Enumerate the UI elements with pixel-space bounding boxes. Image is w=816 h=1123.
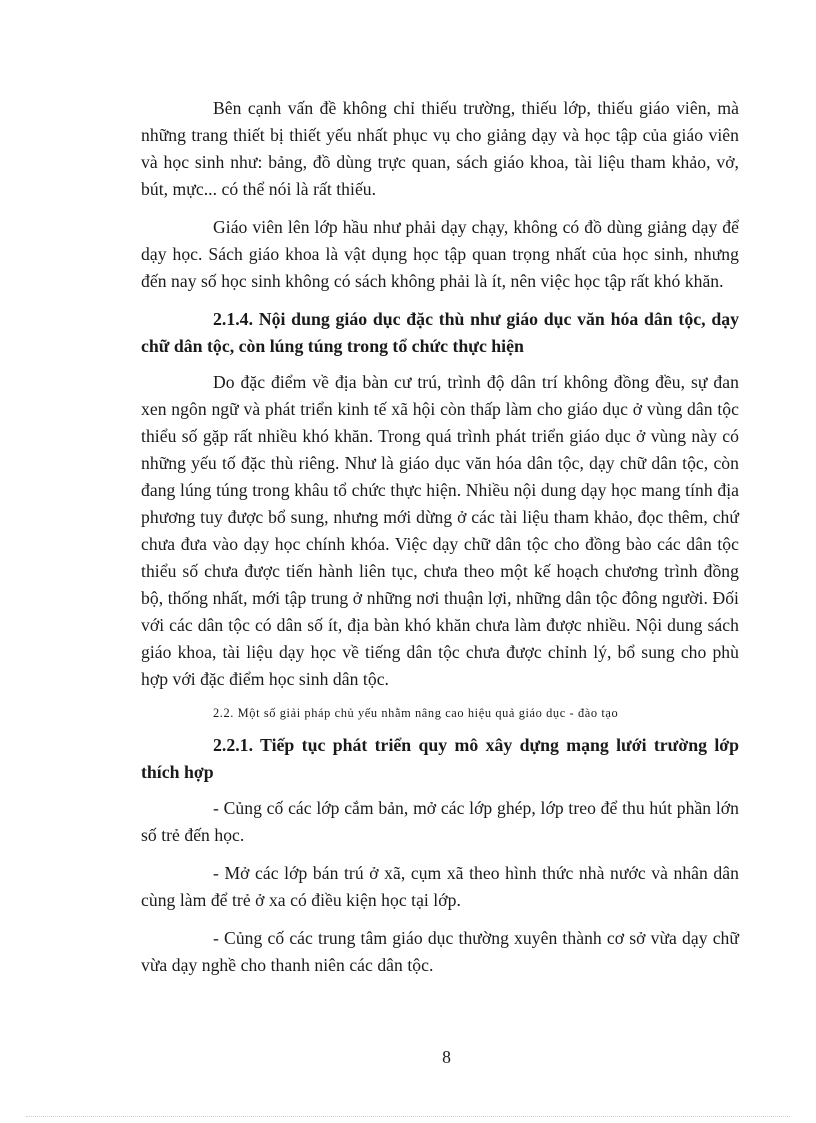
paragraph-ethnic-education: Do đặc điểm về địa bàn cư trú, trình độ dân trí không đồng đều, sự đan xen ngôn ngữ và phát triển kinh tế xã hội còn thấp làm cho giáo dục ở vùng dân tộc thiểu số gặp rất nhiều khó khăn. Trong quá trình phát triển giáo dục ở vùng này có những yếu tố đặc thù riêng. Như là giáo dục văn hóa dân tộc, dạy chữ dân tộc, còn đang lúng túng trong khâu tổ chức thực hiện. Nhiều nội dung dạy học mang tính địa phương tuy được bổ sung, nhưng mới dừng ở các tài liệu tham khảo, đọc thêm, chứ chưa đưa vào dạy học chính khóa. Việc dạy chữ dân tộc cho đồng bào các dân tộc thiểu số chưa được tiến hành liên tục, chưa theo một kế hoạch chương trình đồng bộ, thống nhất, mới tập trung ở những nơi thuận lợi, những dân tộc đông người. Đối với các dân tộc có dân số ít, địa bàn khó khăn chưa làm được nhiều. Nội dung sách giáo khoa, tài liệu dạy học về tiếng dân tộc chưa được chỉnh lý, bổ sung cho phù hợp với đặc điểm học sinh dân tộc.	[141, 372, 739, 689]
page-bottom-divider	[26, 1116, 790, 1117]
bullet-item: - Củng cố các trung tâm giáo dục thường xuyên thành cơ sở vừa dạy chữ vừa dạy nghề cho thanh niên các dân tộc.	[141, 928, 739, 975]
heading-2-2-1: 2.2.1. Tiếp tục phát triển quy mô xây dựng mạng lưới trường lớp thích hợp	[141, 735, 739, 782]
paragraph-teaching-difficulty: Giáo viên lên lớp hầu như phải dạy chạy, không có đồ dùng giảng dạy để dạy học. Sách giáo khoa là vật dụng học tập quan trọng nhất của học sinh, nhưng đến nay số học sinh không có sách không phải là ít, nên việc học tập rất khó khăn.	[141, 217, 739, 291]
page-body	[141, 95, 739, 990]
paragraph-equipment-shortage: Bên cạnh vấn đề không chỉ thiếu trường, thiếu lớp, thiếu giáo viên, mà những trang thiết bị thiết yếu nhất phục vụ cho giảng dạy và học tập của giáo viên và học sinh như: bảng, đồ dùng trực quan, sách giáo khoa, tài liệu tham khảo, vở, bút, mực... có thể nói là rất thiếu.	[141, 98, 739, 199]
bullet-item: - Mở các lớp bán trú ở xã, cụm xã theo hình thức nhà nước và nhân dân cùng làm để trẻ ở xa có điều kiện học tại lớp.	[141, 863, 739, 910]
page-number: 8	[442, 1047, 451, 1067]
section-heading-2-2: 2.2. Một số giải pháp chủ yếu nhằm nâng cao hiệu quả giáo dục - đào tạo	[213, 706, 619, 720]
bullet-item: - Củng cố các lớp cắm bản, mở các lớp ghép, lớp treo để thu hút phần lớn số trẻ đến học.	[141, 798, 739, 845]
heading-2-1-4: 2.1.4. Nội dung giáo dục đặc thù như giáo dục văn hóa dân tộc, dạy chữ dân tộc, còn lúng túng trong tổ chức thực hiện	[141, 309, 739, 356]
